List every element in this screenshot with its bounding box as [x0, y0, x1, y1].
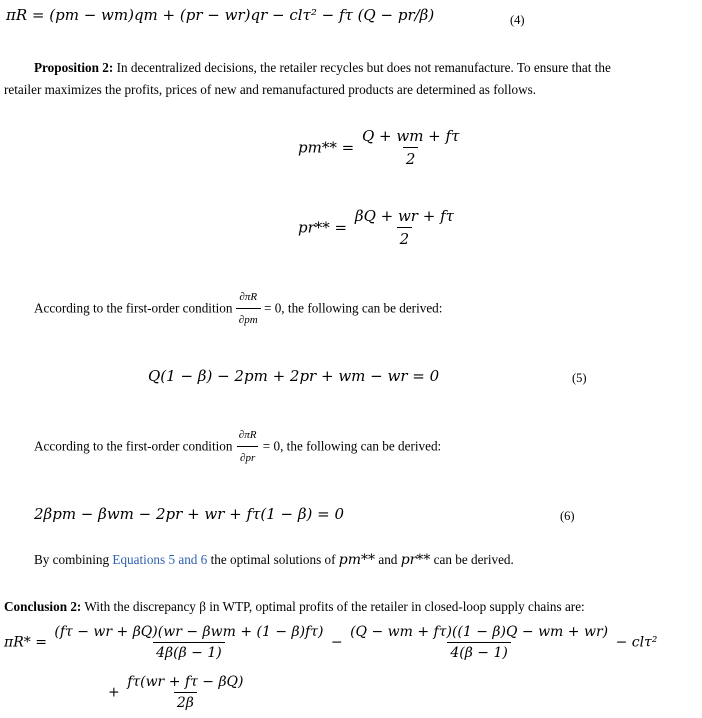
- final-eq-tail: − clτ²: [615, 634, 658, 651]
- pm-formula-fraction: [359, 127, 462, 168]
- pm-formula-denominator: 2: [403, 147, 419, 168]
- conclusion-2-paragraph: [4, 598, 585, 616]
- combining-var1: pm**: [338, 552, 376, 568]
- foc-1-numerator: ∂πR: [239, 291, 258, 303]
- foc-1-suffix: = 0, the following can be derived:: [263, 300, 443, 316]
- pm-formula-lhs: pm** =: [298, 138, 355, 157]
- proposition-2-text-line2: retailer maximizes the profits, prices of new and remanufactured products are determined as follows.: [4, 82, 537, 97]
- equation-4: [6, 6, 434, 24]
- foc-2-denominator: ∂pr: [237, 446, 258, 467]
- combining-and: and: [378, 552, 398, 567]
- pr-formula: [298, 207, 457, 248]
- equation-6-body: 2βpm − βwm − 2pr + wr + fτ(1 − β) = 0: [34, 505, 345, 523]
- foc-1-prefix: According to the first-order condition: [34, 300, 233, 316]
- final-equation-line1: [4, 624, 657, 661]
- final-eq-plus: +: [108, 684, 120, 701]
- pm-formula: [298, 127, 462, 168]
- foc-2-sentence: [34, 426, 441, 467]
- equation-4-number: (4): [510, 13, 525, 27]
- equation-6-number: (6): [560, 509, 575, 523]
- foc-2-prefix: According to the first-order condition: [34, 438, 233, 454]
- combining-var2: pr**: [400, 552, 431, 568]
- final-eq-frac2-den: 4(β − 1): [447, 642, 510, 661]
- final-eq-frac2-num: (Q − wm + fτ)((1 − β)Q − wm + wr): [350, 624, 609, 640]
- foc-1-denominator: ∂pm: [236, 308, 261, 329]
- final-eq-frac1-den: 4β(β − 1): [153, 642, 225, 661]
- final-equation-line2: [108, 674, 246, 711]
- final-eq-minus: −: [330, 634, 343, 651]
- final-eq-frac1-num: (fτ − wr + βQ)(wr − βwm + (1 − β)fτ): [54, 624, 324, 640]
- conclusion-2-label: Conclusion 2:: [4, 599, 82, 614]
- final-eq-fraction-3: [124, 674, 246, 711]
- equation-5-number: (5): [572, 371, 587, 385]
- final-eq-lhs: πR* =: [4, 634, 47, 651]
- conclusion-2-text: With the discrepancy β in WTP, optimal profits of the retailer in closed-loop supply chains are:: [84, 599, 585, 614]
- pm-formula-numerator: Q + wm + fτ: [361, 127, 460, 145]
- proposition-2-label: Proposition 2:: [34, 60, 114, 75]
- proposition-2-paragraph: [34, 59, 611, 77]
- final-eq-fraction-2: [347, 624, 611, 661]
- combining-middle: the optimal solutions of: [210, 552, 336, 567]
- equation-5-body: Q(1 − β) − 2pm + 2pr + wm − wr = 0: [148, 367, 440, 385]
- foc-2-numerator: ∂πR: [238, 429, 257, 441]
- proposition-2-text-line1: In decentralized decisions, the retailer recycles but does not remanufacture. To ensure that the: [116, 60, 611, 75]
- foc-1-fraction: [236, 288, 261, 329]
- final-eq-frac3-num: fτ(wr + fτ − βQ): [127, 674, 244, 690]
- pr-formula-numerator: βQ + wr + fτ: [354, 207, 454, 225]
- pr-formula-denominator: 2: [397, 227, 413, 248]
- pr-formula-lhs: pr** =: [298, 218, 348, 237]
- combining-suffix: can be derived.: [433, 552, 514, 567]
- combining-prefix: By combining: [34, 552, 110, 567]
- foc-1-sentence: [34, 288, 442, 329]
- foc-2-fraction: [236, 426, 260, 467]
- final-eq-fraction-1: [51, 624, 326, 661]
- equations-5-6-link[interactable]: Equations 5 and 6: [112, 552, 208, 567]
- combining-sentence: [34, 551, 514, 569]
- equation-4-body: πR = (pm − wm)qm + (pr − wr)qr − clτ² − fτ (Q − pr/β): [6, 6, 435, 24]
- foc-2-suffix: = 0, the following can be derived:: [262, 438, 442, 454]
- pr-formula-fraction: [352, 207, 457, 248]
- final-eq-frac3-den: 2β: [174, 692, 197, 711]
